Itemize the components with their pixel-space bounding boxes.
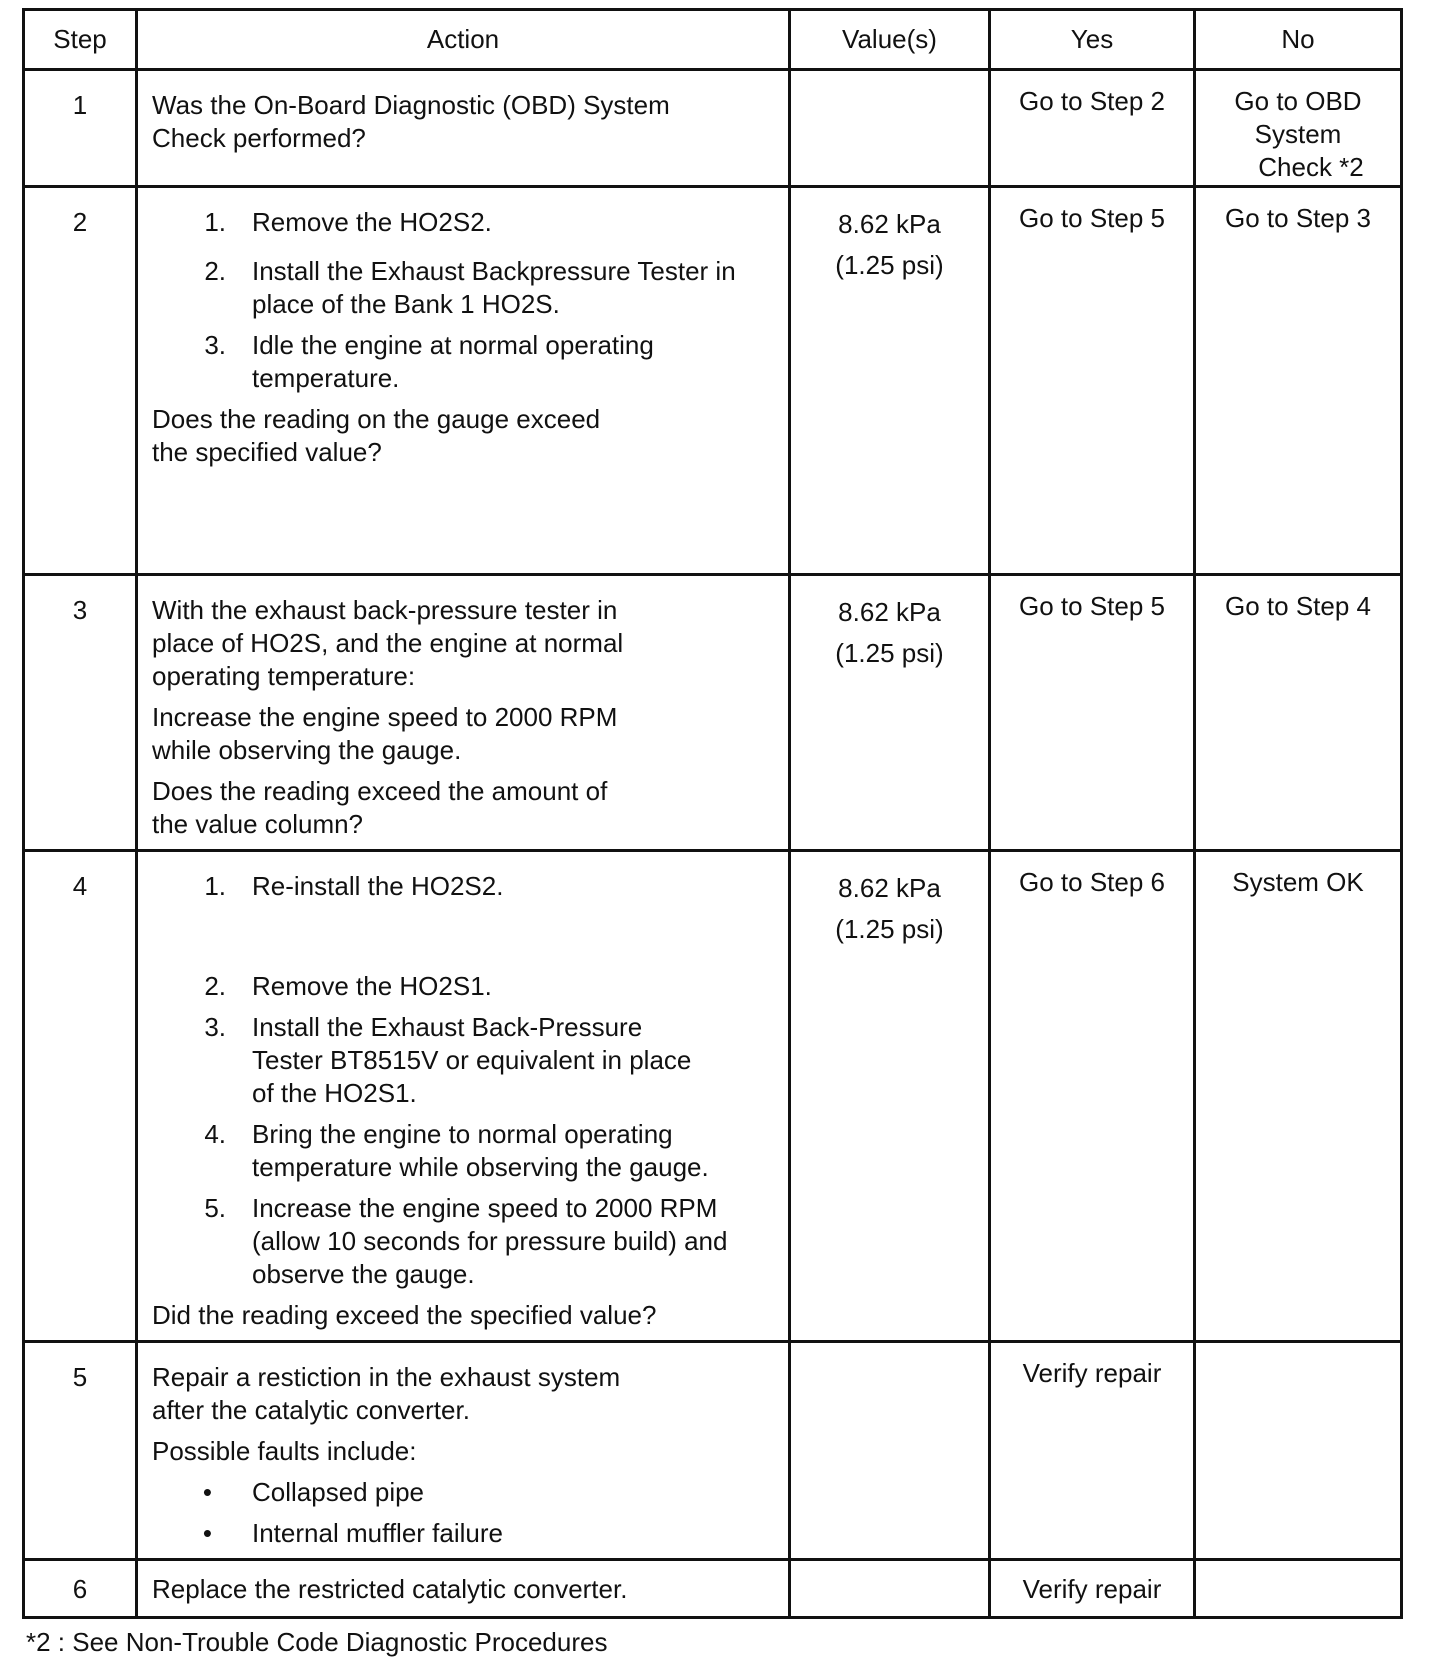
header-no: No [1195,10,1402,70]
header-action: Action [137,10,790,70]
no-line: Go to OBD [1234,86,1362,116]
yes-cell: Go to Step 6 [990,851,1195,1342]
value-cell [790,575,990,851]
step-number: 2 [24,187,137,575]
action-cell [137,70,790,187]
header-values: Value(s) [790,10,990,70]
no-cell [1195,1560,1402,1618]
list-item [152,1517,776,1550]
item-number: 4. [204,1119,226,1149]
diagnostic-table [22,8,1403,1619]
action-line: the value column? [152,809,364,839]
list-item [152,1118,776,1184]
action-line: operating temperature: [152,661,416,691]
list-item [152,1476,776,1509]
no-cell: Go to Step 3 [1195,187,1402,575]
action-cell [137,575,790,851]
list-item [152,1192,776,1291]
no-cell [1195,1342,1402,1560]
table-row-step-1 [24,70,1402,187]
action-line: while observing the gauge. [152,735,462,765]
yes-cell: Go to Step 5 [990,187,1195,575]
item-number: 2. [204,971,226,1001]
item-text: Idle the engine at normal operating temperature. [252,330,654,393]
action-line: With the exhaust back-pressure tester in [152,595,618,625]
table-row-step-5 [24,1342,1402,1560]
no-line: Check *2 [1258,152,1364,182]
value-cell [790,70,990,187]
item-text: Install the Exhaust Backpressure Tester in place of the Bank 1 HO2S. [252,256,736,319]
yes-cell: Verify repair [990,1342,1195,1560]
action-line: place of HO2S, and the engine at normal [152,628,624,658]
fault-list [152,1476,776,1550]
item-text: Remove the HO2S1. [252,971,492,1001]
item-number: 5. [204,1193,226,1223]
item-number: 1. [204,871,226,901]
item-text: Internal muffler failure [252,1518,503,1548]
item-text: Collapsed pipe [252,1477,425,1507]
list-item [152,329,776,395]
header-step: Step [24,10,137,70]
question-line: the specified value? [152,437,382,467]
no-cell: Go to Step 4 [1195,575,1402,851]
no-line: System [1254,119,1342,149]
value-cell [790,1342,990,1560]
value-kpa: 8.62 kPa [838,209,941,239]
value-psi: (1.25 psi) [835,250,944,280]
action-line: Was the On-Board Diagnostic (OBD) System [152,90,670,120]
action-cell [137,851,790,1342]
table-row-step-3 [24,575,1402,851]
step-number: 3 [24,575,137,851]
item-text: Remove the HO2S2. [252,207,492,237]
procedure-list [152,870,776,1291]
item-text: Install the Exhaust Back-Pressure Tester BT8515V or equivalent in place of the HO2S1. [252,1012,692,1108]
value-kpa: 8.62 kPa [838,873,941,903]
item-number: 2. [204,256,226,286]
yes-cell: Go to Step 2 [990,70,1195,187]
action-line: after the catalytic converter. [152,1395,470,1425]
list-item [152,870,776,903]
no-cell: System OK [1195,851,1402,1342]
list-item [152,255,776,321]
no-cell [1195,70,1402,187]
step-number: 5 [24,1342,137,1560]
action-paragraph [152,1361,776,1427]
table-header-row [24,10,1402,70]
item-number: 3. [204,330,226,360]
list-item [152,1011,776,1110]
list-item [152,206,776,239]
item-text: Re-install the HO2S2. [252,871,504,901]
header-yes: Yes [990,10,1195,70]
value-psi: (1.25 psi) [835,914,944,944]
table-row-step-6 [24,1560,1402,1618]
value-cell [790,851,990,1342]
action-paragraph [152,775,776,841]
item-number: 1. [204,207,226,237]
value-psi: (1.25 psi) [835,638,944,668]
action-paragraph [152,701,776,767]
question-line: Did the reading exceed the specified value? [152,1300,657,1330]
list-item [152,970,776,1003]
item-text: Bring the engine to normal operating temperature while observing the gauge. [252,1119,709,1182]
table-row-step-4 [24,851,1402,1342]
yes-cell: Verify repair [990,1560,1195,1618]
action-line: Does the reading exceed the amount of [152,776,608,806]
step-number: 6 [24,1560,137,1618]
procedure-list [152,206,776,395]
action-paragraph [152,594,776,693]
yes-cell: Go to Step 5 [990,575,1195,851]
action-line: Repair a restiction in the exhaust system [152,1362,621,1392]
item-text: Increase the engine speed to 2000 RPM (allow 10 seconds for pressure build) and observe the gauge. [252,1193,728,1289]
step-number: 4 [24,851,137,1342]
action-line: Check performed? [152,123,366,153]
action-cell [137,1342,790,1560]
value-kpa: 8.62 kPa [838,597,941,627]
question-line: Does the reading on the gauge exceed [152,404,601,434]
action-paragraph: Possible faults include: [152,1436,417,1466]
action-line: Increase the engine speed to 2000 RPM [152,702,618,732]
value-cell [790,1560,990,1618]
bullet-icon: • [202,1477,212,1507]
bullet-icon: • [202,1518,212,1548]
step-number: 1 [24,70,137,187]
table-row-step-2 [24,187,1402,575]
footnote: *2 : See Non-Trouble Code Diagnostic Procedures [26,1627,608,1657]
value-cell [790,187,990,575]
item-number: 3. [204,1012,226,1042]
action-cell [137,187,790,575]
action-cell: Replace the restricted catalytic converter. [137,1560,790,1618]
